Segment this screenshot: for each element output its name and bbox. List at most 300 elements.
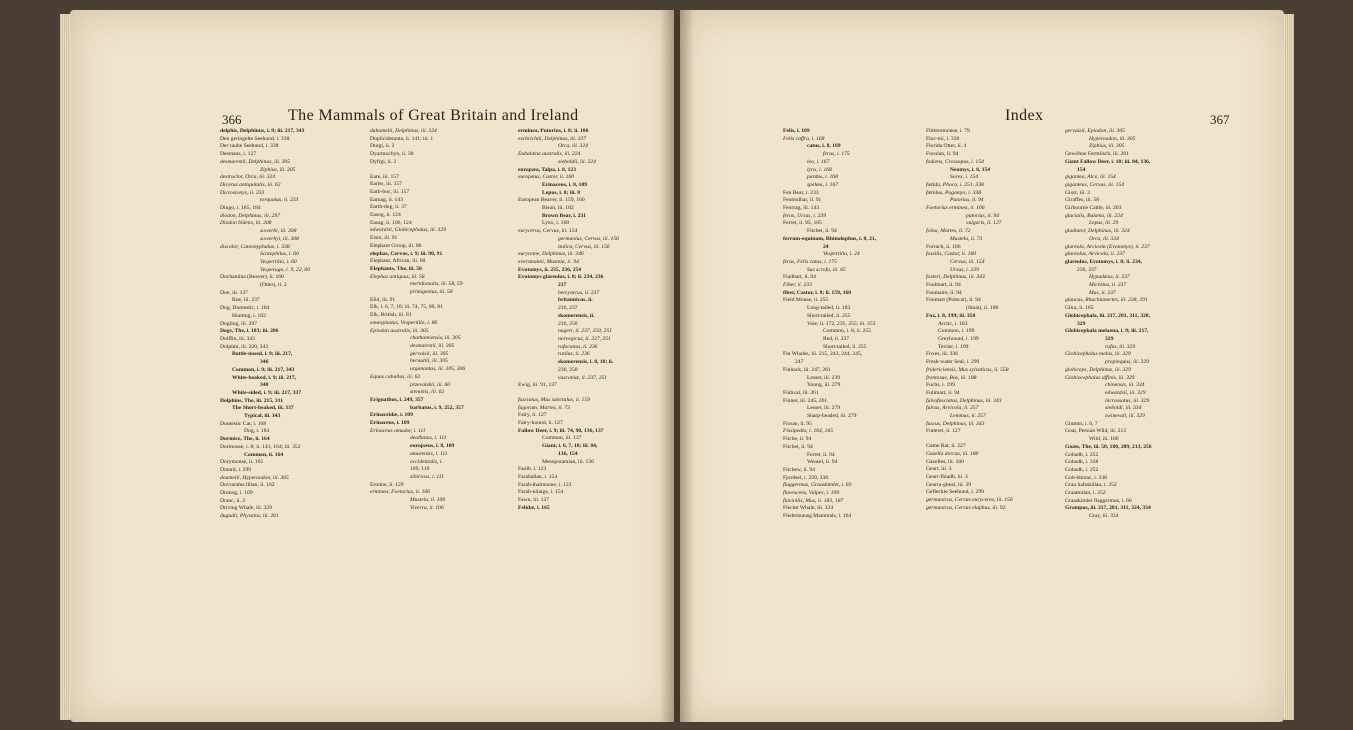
index-entry: Florida Otter, ii. 4 [926,143,967,150]
index-entry: Eare, iii. 157 [370,173,399,180]
index-entry: Der raube Seehund, i. 338 [220,143,279,150]
index-entry: Sharp-headed, iii. 279 [807,413,857,420]
index-entry: sieboldii, iii. 224 [558,158,596,165]
index-entry: fagorum, Martes, ii. 73 [518,404,570,411]
index-entry: Glira, ii. 165 [1065,305,1094,312]
index-entry: Wild, iii. 180 [1089,436,1119,443]
index-entry: Finner, iii. 245, 261 [783,397,828,404]
index-entry: Equus caballus, iii. 62 [370,373,421,380]
index-entry: desmarestii, iii. 305 [410,342,455,349]
index-entry: Terrier, i. 199 [938,343,969,350]
index-entry: Gearra-gheal, iii. 29 [926,481,972,488]
index-entry: Gazelles, iii. 180 [926,458,964,465]
index-entry: pardus, i. 168 [807,174,838,181]
index-entry: Fen Bear, i. 233 [783,189,819,196]
index-entry: Long-tailed, ii. 183 [807,305,851,312]
index-entry: dugudii, Physalus, iii. 261 [220,513,279,520]
index-entry: Girbourne Cattle, iii. 203 [1065,205,1122,212]
index-entry: Floc-mi, i. 338 [926,135,960,142]
index-entry: germanicus, Cervus elaphus, iii. 92 [926,504,1006,511]
index-entry: przevalskii, iii. 60 [410,381,451,388]
index-entry: germanicus, Cervus euryceros, iii. 156 [926,497,1013,504]
index-entry: discolor, Cateonyphalus, i. 338 [220,243,290,250]
index-entry: Felis caffra, i. 168 [783,135,825,142]
index-entry: Gearr-fhiadh, iii. 3 [926,473,968,480]
index-entry: Elid, iii. 91 [370,296,396,303]
index-entry: Lesser, iii. 279 [807,405,841,412]
index-entry: amurensis, i. 111 [410,450,448,457]
index-entry: Fuchs, i. 199 [926,382,955,389]
page-edges-right [1284,14,1294,720]
index-entry: Goats, The, iii. 58, 180, 209, 213, 256 [1065,443,1152,450]
index-entry: 236, 237 [1077,266,1097,273]
index-entry: Elk, i. 6, 7, 10; iii. 74, 75, 80, 81 [370,304,443,311]
index-entry: Dolffin, iii. 343 [220,335,256,342]
index-entry: sieboldi, iii. 334 [1105,405,1142,412]
index-entry: The Short-beaked, iii. 337 [232,405,294,412]
index-entry: chathamiensis, iii. 305 [410,335,461,342]
index-entry: 237 [558,282,567,289]
index-entry: 154 [1077,166,1086,173]
index-entry: Fairy, ii. 127 [518,412,547,419]
index-entry: rutilus, ii. 236 [558,351,590,358]
index-entry: Ferret, ii. 95, 105 [783,220,822,227]
index-entry: Arctic, i. 183 [938,320,968,327]
index-entry: diodon, Delphinus, iii. 297 [220,212,280,219]
index-entry: Gearr, iii. 3 [926,466,952,473]
index-entry: Erinaceus, i. 8, 109 [542,181,588,188]
index-entry: elephas, Cervus, i. 9; iii. 90, 91 [370,250,443,257]
index-entry: Earnag, ii. 143 [370,196,403,203]
index-entry: Gray, iii. 334 [1089,513,1119,520]
index-entry: rufus, iii. 329 [1105,343,1136,350]
index-entry: Red, ii. 237 [823,335,850,342]
index-entry: Gobadh, i. 252 [1065,451,1099,458]
index-entry: Epiodon australis, iii. 305 [370,327,429,334]
index-entry: Lesser, iii. 239 [807,374,841,381]
index-entry: ferrum-equinum, Rhinolophus, i. 8, 21, [783,235,877,242]
index-entry: Short-tailed, ii. 255 [823,343,867,350]
index-entry: Elk, British, iii. 81 [370,312,412,319]
index-entry: fasciatus, Mus sanctulus, ii. 159 [518,396,590,403]
index-entry: Fjordsel, i. 239, 338 [783,474,829,481]
index-entry: Fiorao, ii. 95 [783,420,812,427]
index-entry: heraultii, iii. 305 [410,358,448,365]
book-gutter [660,10,694,722]
index-entry: barbatus, i. 9, 252, 357 [410,404,464,411]
index-entry: Short-tailed, ii. 255 [807,312,851,319]
index-entry: 109, 110 [410,466,430,473]
index-entry: Gobadh, i. 252 [1065,466,1099,473]
index-entry: Mus, ii. 237 [1089,289,1116,296]
index-entry: Fitchet, ii. 94 [783,443,813,450]
index-entry: Mustela, ii. 106 [410,497,446,504]
index-entry: Evotomys, ii. 235, 236, 254 [518,266,582,273]
index-entry: Vespertilio, i. 60 [260,258,297,265]
index-entry: edwardsii, iii. 329 [1105,389,1146,396]
index-entry: 136, 154 [558,450,578,457]
index-entry: primigenius, iii. 58 [410,289,453,296]
index-entry: Erinaceidæ, i. 109 [370,412,413,419]
index-entry: Giant, i. 6, 7, 10; iii. 84, [542,443,598,450]
index-entry: fiber, Castor, i. 8; ii. 159, 160 [783,289,852,296]
index-entry: Globicephalus melas, iii. 329 [1065,351,1131,358]
index-entry: dealbatus, i. 111 [410,435,447,442]
index-entry: Globicephala, iii. 217, 281, 311, 328, [1065,312,1151,319]
index-entry: Giant Fallow Deer, i. 10; iii. 84, 136, [1065,158,1151,165]
index-entry: Common, i. 8; ii. 255 [823,328,872,335]
index-entry: gervaisii, iii. 305 [410,350,449,357]
index-entry: Typical, iii. 343 [244,413,281,420]
index-entry: Evotomys glareolus, i. 8; ii. 234, 236 [518,274,604,281]
index-entry: Grau hafsskälan, i. 252 [1065,482,1117,489]
index-entry: Gazella dorcas, iii. 180 [926,450,979,457]
index-entry: Giraffes, iii. 58 [1065,197,1100,204]
index-entry: Doe, iii. 137 [220,289,248,296]
index-entry: nageri, ii. 237, 250, 251 [558,328,613,335]
index-entry: Viverra, ii. 106 [410,504,444,511]
index-entry: swinevali, iii. 329 [1105,413,1145,420]
index-entry: Dotard, i. 299 [220,466,252,473]
index-entry: Cervus, iii. 154 [950,258,985,265]
running-title: The Mammals of Great Britain and Ireland [288,107,579,124]
index-entry: Felidæ, i. 165 [518,504,550,511]
index-entry: gigantea, Alce, iii. 154 [1065,174,1116,181]
index-entry: Fox, i. 8, 199; iii. 350 [926,312,976,319]
index-entry: Brown Bear, i. 231 [542,212,586,219]
index-entry: Ursus, i. 239 [950,266,979,273]
index-entry: glareolus, Arvicola, ii. 237 [1065,251,1125,258]
index-entry: Elephants, The, iii. 58 [370,265,422,272]
index-entry: Fawn, iii. 137 [518,497,550,504]
index-entry: Microtus, ii. 237 [1089,282,1127,289]
index-entry: fossilis, Castor, ii. 160 [926,251,977,258]
index-entry: 236, 250 [558,320,578,327]
index-entry: Desmans, i. 127 [220,151,257,158]
index-entry: Feomulhar, ii. 91 [783,197,822,204]
index-entry: urganantus, iii. 305, 306 [410,366,466,373]
index-entry: Eisin, iii. 91 [370,235,398,242]
index-entry: desmarestii, Delphinus, iii. 305 [220,158,291,165]
index-entry: Dicrostonyx, ii. 233 [220,189,265,196]
index-entry: Dormice, The, ii. 164 [220,436,270,443]
index-entry: Foulmart, ii. 94 [926,282,961,289]
index-entry: Earb-boc, iii. 157 [370,188,410,195]
index-entry: Common, i. 9; iii. 217, 343 [232,366,295,373]
right-page [680,10,1284,722]
index-entry: Farah-uilaige, i. 154 [518,489,564,496]
index-entry: Dyfrgi, ii. 2 [370,158,397,165]
index-entry: Ermine, ii. 129 [370,481,404,488]
index-entry: flaggermus, Graaskimlet, i. 60 [783,482,852,489]
index-entry: Giorr, iii. 3 [1065,189,1090,196]
index-entry: Mustela, ii. 73 [950,235,983,242]
index-entry: 24 [823,243,829,250]
index-entry: Putorius, ii. 94 [950,197,984,204]
index-entry: meridionalis, iii. 58, 59 [410,281,463,288]
index-entry: giganteus, Cervus, iii. 154 [1065,181,1125,188]
index-column-1 [220,128,370,521]
index-entry: Faraballan, i. 154 [518,473,558,480]
index-entry: duhamelii, Delphinus, iii. 324 [370,128,437,134]
index-entry: Vole, ii. 172, 235, 255; iii. 353 [807,320,876,327]
index-entry: Common, iii. 137 [542,435,582,442]
index-entry: leo, i. 167 [807,158,830,165]
index-entry: fosteri, Delphinus, iii. 343 [926,274,985,281]
index-entry: glaucus, Rhachianectes, iii. 238, 291 [1065,297,1148,304]
index-entry: 340 [260,382,269,389]
index-entry: Grampus, iii. 217, 281, 311, 324, 334 [1065,505,1151,512]
index-entry: Vesperugo, i. 9, 22, 60 [260,266,311,273]
index-entry: Erinaceus amudor, i. 111 [370,427,426,434]
index-entry: destructor, Orca, iii. 324 [220,174,276,181]
index-entry: incrassatus, iii. 329 [1105,397,1150,404]
index-entry: Gefleckte Seehund, i. 299 [926,489,984,496]
index-entry: 247 [795,359,804,366]
index-entry: germanius, Cervus, iii. 156 [558,235,619,242]
index-entry: Globicephala melaena, i. 9; iii. 217, [1065,328,1149,335]
index-entry: Lepus, i. 8; iii. 8 [542,189,581,196]
index-entry: Durgi, ii. 2 [370,143,395,150]
index-entry: foina, Martes, ii. 72 [926,228,971,235]
index-entry: Ziphius, iii. 305 [1089,143,1125,150]
index-entry: Dog, i. 184 [244,428,270,435]
index-column-3 [518,128,668,512]
index-entry: Dolphins, The, iii. 215, 311 [220,397,284,404]
index-entry: 329 [1077,320,1086,327]
index-entry: Bison, iii. 182 [542,205,574,212]
index-entry: gladiator, Delphinus, iii. 324 [1065,228,1130,235]
index-entry: Dogs, The, i. 183; iii. 206 [220,328,279,335]
left-page [70,10,674,722]
index-entry: Foculan, ii. 94 [926,151,959,158]
index-entry: propinquus, iii. 329 [1105,359,1149,366]
index-entry: fœtidus, Pagomys, i. 338 [926,189,982,196]
index-entry: (Stoat), ii. 106 [966,305,999,312]
index-entry: glareolus, Evotomys, i. 8; ii. 234, [1065,258,1142,265]
index-entry: Dicerus antiquitatis, iii. 62 [220,181,281,188]
index-entry: Fin Whales, iii. 215, 243, 244, 245, [783,351,863,358]
index-entry: Duplicidentata, ii. 141; iii. 1 [370,135,434,142]
index-entry: Foetorius erminea, ii. 106 [926,205,985,212]
index-entry: Eubalæna australis, iii. 224 [518,151,581,158]
index-entry: ferus, Felis catus, i. 175 [783,258,837,265]
index-entry: (Otter), ii. 2 [260,282,287,289]
index-entry: fulvofasciatus, Delphinus, iii. 343 [926,397,1002,404]
index-entry: europæus, Castor, ii. 160 [518,174,575,181]
index-entry: euryrome, Delphinus, iii. 346 [518,251,584,258]
index-entry: Dog, Domestic, i. 184 [220,305,270,312]
index-entry: Diodon bidens, iii. 308 [220,220,272,227]
index-entry: Foumaire, ii. 94 [926,289,962,296]
index-entry: Sorex, i. 154 [950,174,979,181]
index-entry: occidentalis, i. [410,458,443,465]
index-entry: Lepus, iii. 29 [1089,220,1119,227]
index-entry: britannicus, ii. [558,297,593,304]
index-entry: fridericiensis, Mus sylvaticus, ii. 558 [926,366,1009,373]
running-title: Index [1005,107,1044,124]
index-entry: Goat, Persian Wild, iii. 213 [1065,428,1127,435]
index-entry: Elephant, African, iii. 60 [370,258,426,265]
index-entry: catus, i. 8, 169 [807,143,841,150]
index-entry: vulgaris, ii. 127 [966,220,1002,227]
index-entry: Globiocephalus affinis, iii. 329 [1065,374,1135,381]
index-entry: Fitchet, ii. 94 [807,228,837,235]
index-entry: Fissipedia, i. 164, 165 [783,428,834,435]
index-entry: European Beaver, ii. 159, 160 [518,197,585,204]
index-entry: Fulimart, ii. 94 [926,389,960,396]
index-entry: Felis, i. 169 [783,128,810,134]
index-entry: fœtida, Phoca, i. 251, 338 [926,181,984,188]
index-entry: Orca, iii. 324 [558,143,588,150]
index-entry: Forrach, ii. 106 [926,243,961,250]
index-entry: Den geringelte Seehund, i. 338 [220,135,290,142]
index-entry: Dorymouse, ii. 165 [220,459,264,466]
page-number: 366 [222,112,242,127]
index-entry: Ferret, ii. 94 [807,451,835,458]
index-entry: Mesopotamian, iii. 136 [542,458,594,465]
index-column-2 [926,128,1076,512]
index-entry: Fledermausg Mammals, i. 164 [783,513,852,520]
index-entry: vasconiæ, ii. 237, 251 [558,374,608,381]
index-entry: eschrichtii, Delphinus, iii. 337 [518,135,587,142]
index-entry: Fitche, ii. 94 [783,436,812,443]
index-entry: frontosus, Bos, iii. 188 [926,374,977,381]
index-entry: spelæa, i. 167 [807,181,839,188]
index-entry: Drunog, i. 109 [220,490,253,497]
index-entry: erminea, Putorius, i. 8; ii. 106 [518,128,589,134]
page-edges-left [60,14,70,720]
index-entry: torquatus, ii. 233 [260,197,299,204]
index-entry: Feorrag, iii. 143 [783,205,820,212]
index-entry: Earth-dog, ii. 37 [370,204,407,211]
index-entry: Dogling, iii. 297 [220,320,257,327]
index-entry: Finbval, iii. 261 [783,389,819,396]
index-entry: Roe, iii. 237 [232,297,260,304]
index-entry: Foumart (Polecat), ii. 94 [926,297,981,304]
index-entry: fuscus, Delphinus, iii. 343 [926,420,985,427]
index-entry: Dyarmochyn, ii. 38 [370,151,414,158]
index-entry: Hunting, i. 182 [232,312,266,319]
index-entry: europæa, Talpa, i. 8, 123 [518,166,577,173]
index-entry: Common, ii. 164 [244,451,284,458]
index-entry: Flitteromouse, i. 79 [926,128,970,134]
index-entry: chinensis, iii. 334 [1105,382,1145,389]
index-entry: Sus scrofa, iii. 65 [807,266,846,273]
index-entry: Flecktt Whale, iii. 324 [783,505,834,512]
index-entry: Erinaceus, i. 109 [370,420,410,427]
index-entry: Dingo, i. 185, 184 [220,205,261,212]
index-entry: Lynx, i. 168 [542,220,570,227]
index-entry: Gewöhne Fermilsch, iii. 261 [1065,151,1129,158]
index-entry: Driving Whale, iii. 329 [220,505,272,512]
index-entry: Dormouse, i. 8; ii. 141, 164; iii. 352 [220,443,301,450]
index-entry: hercynicus, ii. 237 [558,289,600,296]
index-entry: Fiber, ii. 233 [783,282,812,289]
index-entry: skomerensis, i. 8, 10; ii. [558,359,614,366]
index-entry: skomerensis, ii. [558,312,595,319]
index-entry: Fairy-hound, ii. 127 [518,420,563,427]
index-entry: Erignathus, i. 249, 357 [370,396,424,403]
index-entry: lynx, i. 168 [807,166,832,173]
index-entry: Vespertilio, i. 24 [823,251,860,258]
index-entry: 236, 250 [558,366,578,373]
index-entry: italica, Cervus, iii. 156 [558,243,610,250]
index-entry: Lemmus, ii. 257 [950,413,986,420]
index-entry: flaviollis, Mus, ii. 183, 187 [783,497,844,504]
index-entry: Greyhound, i. 199 [938,335,979,342]
index-entry: gervaisii, Epiodon, iii. 305 [1065,128,1125,134]
index-entry: Fitchew, ii. 94 [783,466,815,473]
index-entry: Ziphius, iii. 305 [260,166,296,173]
index-entry: White-beaked, i. 9; iii. 217, [232,374,297,381]
index-entry: Foxes, iii. 336 [926,351,959,358]
index-entry: eurycerus, Cervus, iii. 154 [518,228,578,235]
index-entry: 236, 237 [558,305,578,312]
index-entry: stenonis, iii. 62 [410,389,445,396]
index-entry: Graaskimlet flaggermus, i. 60 [1065,497,1132,504]
index-entry: Dochamina (Beaver), ii. 160 [220,274,284,281]
index-entry: Gob-bhreac, i. 338 [1065,474,1107,481]
index-entry: Faolb, i. 123 [518,466,547,473]
index-column-2 [370,128,520,512]
index-entry: sibiricus, i. 111 [410,473,444,480]
index-entry: Dovrandus lillan, ii. 162 [220,482,275,489]
index-entry: fodiens, Crossopus, i. 154 [926,158,984,165]
index-entry: Common, i. 199 [938,328,975,335]
index-entry: sowerbyi, iii. 308 [260,235,299,242]
index-entry: Fresh-water Seal, i. 299 [926,359,980,366]
index-entry: Fallow Deer, i. 9; iii. 74, 90, 136, 137 [518,427,604,434]
index-entry: emarginatus, Vespertilio, i. 86 [370,319,438,326]
index-entry: Hypudæus, ii. 237 [1089,274,1130,281]
index-entry: europæus, i. 8, 109 [410,443,455,450]
index-entry: Hyperoodon, iii. 305 [1089,135,1136,142]
index-entry: delphis, Delphinus, i. 9; iii. 217, 343 [220,128,305,134]
index-entry: Elephas antiquus, iii. 58 [370,273,425,280]
index-entry: Easog, ii. 124 [370,212,401,219]
index-entry: Finback, iii. 247, 261 [783,366,831,373]
index-entry: Graatmilan, i. 252 [1065,490,1106,497]
index-entry: Glutton, i. 6, 7 [1065,420,1098,427]
index-entry: Gobadh, i. 338 [1065,459,1099,466]
index-entry: glacialis, Balæna, iii. 224 [1065,212,1123,219]
index-entry: 329 [1105,335,1114,342]
index-entry: Futteret, ii. 127 [926,428,961,435]
index-entry: Dolphin, iii. 220, 343 [220,343,269,350]
index-entry: Weasel, ii. 94 [807,459,838,466]
index-entry: putorius, ii. 94 [966,212,999,219]
index-entry: Fiadbart, ii. 94 [783,274,816,281]
index-entry: Easag, ii. 106, 124 [370,219,412,226]
index-column-1 [783,128,933,521]
index-entry: doumetii, Hyperoodon, iii. 305 [220,474,289,481]
index-entry: Earbo, iii. 157 [370,181,403,188]
index-entry: globiceps, Delphinus, iii. 329 [1065,366,1131,373]
index-entry: glareola, Arvicola (Evotomys), ii. 237 [1065,243,1150,250]
index-entry: flavescens, Vulpes, i. 199 [783,490,840,497]
index-column-3 [1065,128,1215,521]
index-entry: norvegicus, ii. 237, 251 [558,335,611,342]
index-entry: Farah-thalmaone, i. 123 [518,481,572,488]
index-entry: fulvus, Arvicola, ii. 257 [926,405,979,412]
index-entry: Scotophilus, i. 60 [260,251,299,258]
index-entry: Ewig, iii. 91, 137 [518,382,557,389]
index-entry: erminea, Foetorius, ii. 106 [370,489,430,496]
index-entry: Bottle-nosed, i. 9; iii. 217, [232,351,293,358]
index-entry: Game Rat, ii. 227 [926,443,966,450]
index-entry: rufocanus, ii. 236 [558,343,598,350]
